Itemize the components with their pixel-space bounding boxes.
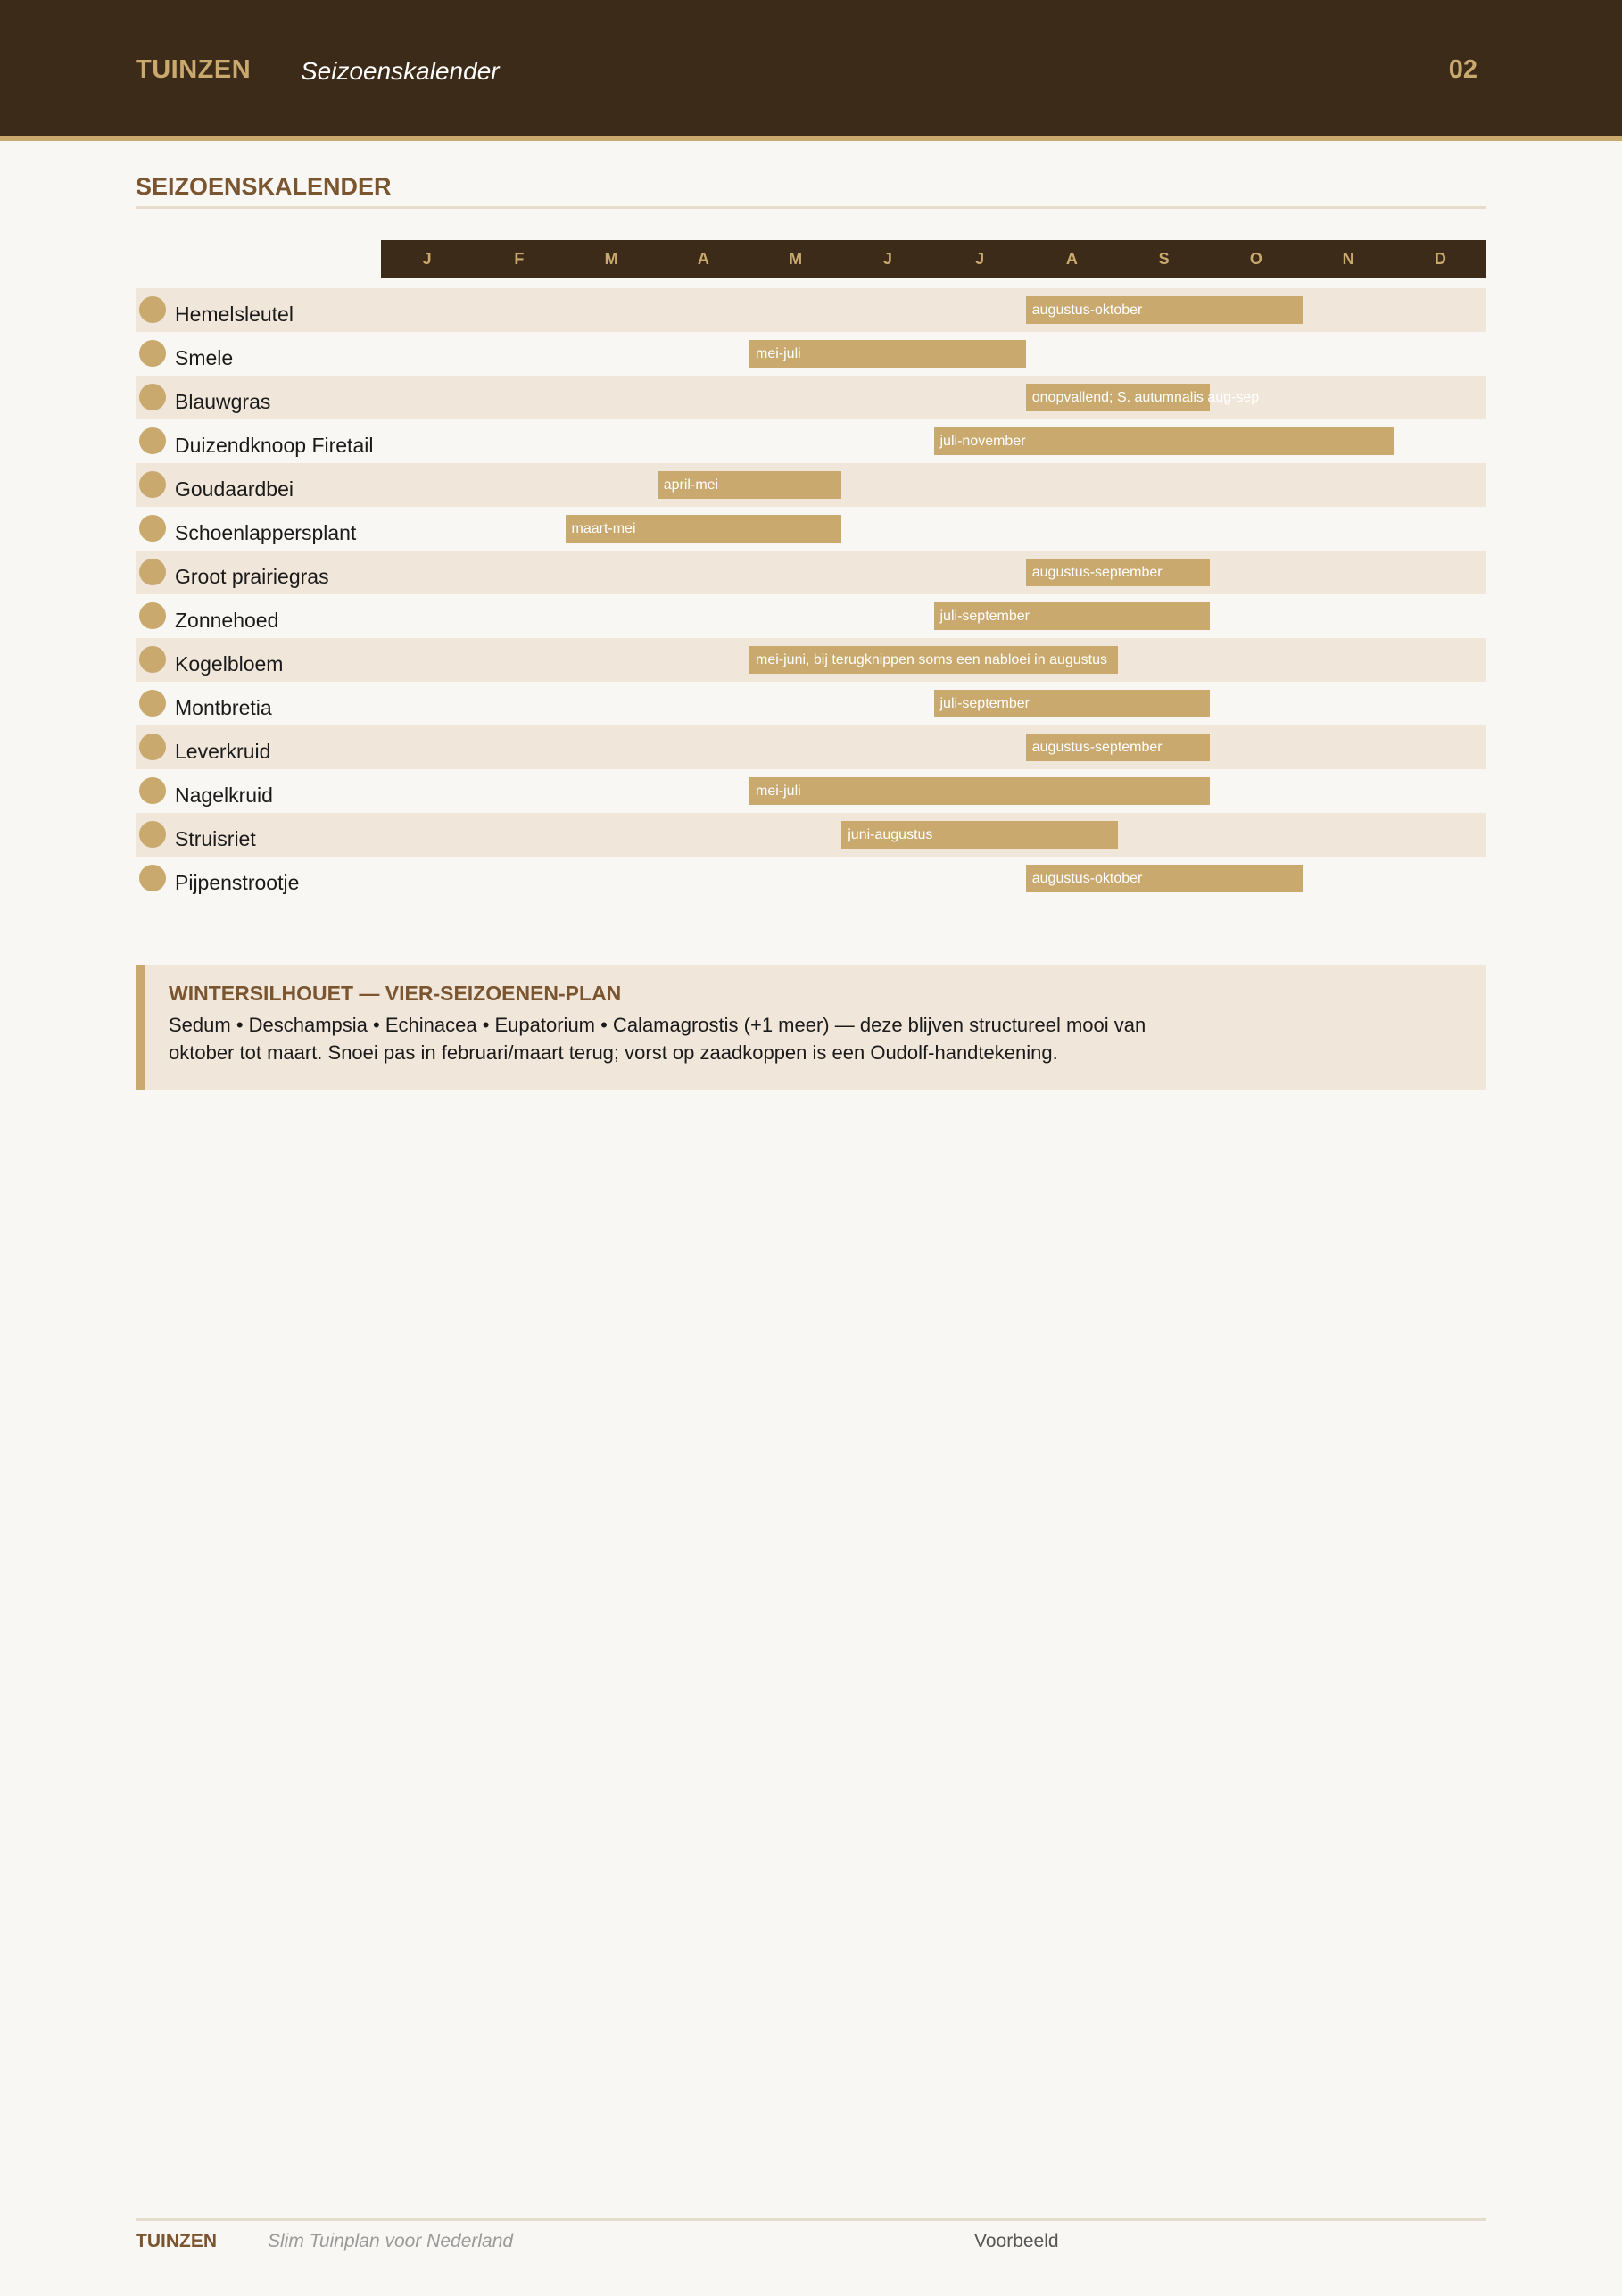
flowering-label: maart-mei [571,521,636,536]
plant-row [136,419,1486,463]
plant-row [136,857,1486,900]
flowering-label: augustus-september [1031,740,1163,755]
flowering-label: mei-juni, bij terugknippen soms een nabloei in augustus [756,652,1108,667]
footer-subtitle: Slim Tuinplan voor Nederland [268,2231,514,2251]
footer-divider [136,2218,1486,2221]
plant-name: Goudaardbei [175,477,294,501]
month-label: A [1065,250,1078,268]
plant-name: Duizendknoop Firetail [175,434,374,457]
plant-dot-icon [139,734,166,760]
flowering-label: april-mei [663,477,719,493]
plant-row [136,682,1486,725]
month-label: D [1434,250,1446,268]
plant-row [136,769,1486,813]
plant-dot-icon [139,646,166,673]
plant-name: Nagelkruid [175,783,273,807]
month-label: J [882,250,892,268]
month-header-bar [381,240,1486,278]
flowering-label: mei-juli [756,346,801,361]
month-label: A [697,250,709,268]
plant-dot-icon [139,777,166,804]
flowering-label: onopvallend; S. autumnalis aug-sep [1031,390,1260,405]
plant-name: Blauwgras [175,390,271,413]
flowering-bar [1026,384,1260,411]
flowering-bar [566,515,842,543]
month-label: M [604,250,618,268]
page-number: 02 [1448,55,1477,84]
plant-row [136,288,1486,332]
section-title: SEIZOENSKALENDER [136,173,392,200]
flowering-bar [934,602,1211,630]
plant-dot-icon [139,427,166,454]
plant-dot-icon [139,471,166,498]
plant-row [136,638,1486,682]
season-calendar-rows [136,288,1486,900]
month-label: J [975,250,985,268]
month-label: J [422,250,432,268]
plant-row [136,332,1486,376]
plant-dot-icon [139,865,166,891]
plant-name: Groot prairiegras [175,565,329,588]
plant-name: Schoenlappersplant [175,521,357,544]
plant-row [136,594,1486,638]
flowering-label: juli-september [939,696,1030,711]
flowering-bar [1026,559,1211,586]
callout-accent-bar [136,965,145,1090]
month-label: M [789,250,803,268]
winter-silhouette-callout [136,965,1486,1090]
month-label: F [514,250,525,268]
plant-dot-icon [139,690,166,717]
plant-dot-icon [139,821,166,848]
flowering-bar [841,821,1118,849]
plant-dot-icon [139,559,166,585]
plant-name: Leverkruid [175,740,271,763]
plant-name: Smele [175,346,234,369]
flowering-label: juli-september [939,609,1030,624]
flowering-label: juni-augustus [848,827,933,842]
flowering-label: mei-juli [756,783,801,799]
brand-name: TUINZEN [136,55,252,84]
flowering-bar [749,777,1210,805]
flowering-bar [749,646,1118,674]
flowering-label: augustus-oktober [1031,303,1143,318]
header-subtitle: Seizoenskalender [301,57,500,85]
plant-row [136,376,1486,419]
plant-dot-icon [139,515,166,542]
plant-name: Struisriet [175,827,256,850]
flowering-label: augustus-oktober [1031,871,1143,886]
month-label: N [1342,250,1354,268]
callout-title: WINTERSILHOUET — VIER-SEIZOENEN-PLAN [169,982,622,1005]
plant-name: Pijpenstrootje [175,871,300,894]
month-label: S [1158,250,1170,268]
flowering-bar [934,427,1394,455]
flowering-bar [749,340,1026,368]
page-header [0,0,1622,141]
flowering-bar [934,690,1211,717]
plant-name: Kogelbloem [175,652,284,676]
flowering-bar [658,471,842,499]
month-label: O [1249,250,1262,268]
flowering-label: augustus-september [1031,565,1163,580]
plant-dot-icon [139,296,166,323]
plant-row [136,463,1486,507]
footer-label: Voorbeeld [974,2231,1059,2251]
plant-dot-icon [139,602,166,629]
flowering-bar [1026,734,1211,761]
flowering-label: juli-november [939,434,1026,449]
plant-dot-icon [139,340,166,367]
plant-name: Zonnehoed [175,609,279,632]
plant-row [136,507,1486,551]
section-divider [136,206,1486,209]
flowering-bar [1026,296,1303,324]
plant-name: Hemelsleutel [175,303,294,326]
plant-name: Montbretia [175,696,272,719]
footer-brand: TUINZEN [136,2231,217,2251]
plant-row [136,725,1486,769]
plant-row [136,551,1486,594]
plant-row [136,813,1486,857]
callout-text: Sedum • Deschampsia • Echinacea • Eupatorium • Calamagrostis (+1 meer) — deze blijven structureel mooi van oktober tot maart. Snoei pas in februari/maart terug; vorst op zaadkoppen is een Oudolf-handtekening. [169,1014,1146,1064]
plant-dot-icon [139,384,166,410]
flowering-bar [1026,865,1303,892]
